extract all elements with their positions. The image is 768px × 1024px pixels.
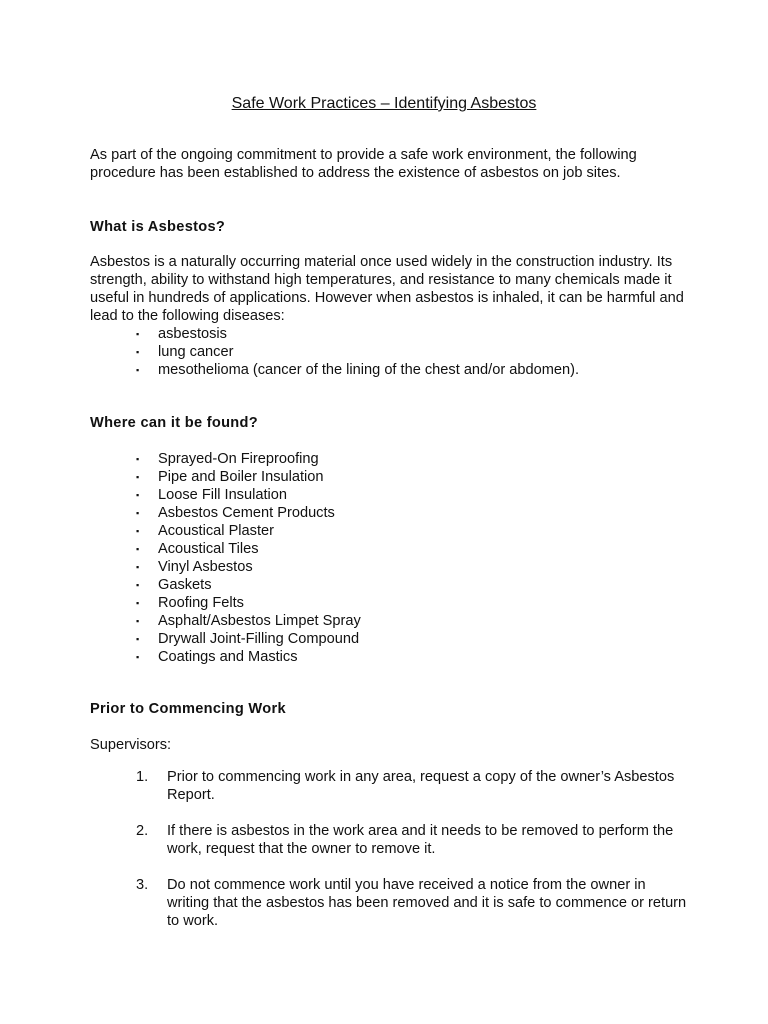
diseases-list bbox=[90, 325, 690, 379]
bullet-icon: ▪ bbox=[136, 562, 140, 572]
location-list-item bbox=[90, 648, 690, 666]
disease-list-item-text: asbestosis bbox=[158, 326, 227, 342]
step-list-item bbox=[90, 822, 687, 858]
bullet-icon: ▪ bbox=[136, 544, 140, 554]
locations-list-container bbox=[90, 450, 690, 666]
location-list-item-text: Acoustical Tiles bbox=[158, 541, 259, 557]
disease-list-item bbox=[90, 325, 690, 343]
location-list-item-text: Acoustical Plaster bbox=[158, 523, 274, 539]
asbestos-description bbox=[90, 253, 685, 325]
location-list-item-text: Gaskets bbox=[158, 577, 212, 593]
location-list-item-text: Pipe and Boiler Insulation bbox=[158, 469, 324, 485]
step-text: Prior to commencing work in any area, request a copy of the owner’s Asbestos Report. bbox=[167, 769, 675, 803]
supervisors-label: Supervisors: bbox=[90, 737, 172, 753]
bullet-icon: ▪ bbox=[136, 652, 140, 662]
location-list-item-text: Vinyl Asbestos bbox=[158, 559, 253, 575]
section-heading-prior-to-work: Prior to Commencing Work bbox=[90, 701, 286, 717]
bullet-icon: ▪ bbox=[136, 616, 140, 626]
location-list-item-text: Drywall Joint-Filling Compound bbox=[158, 631, 360, 647]
bullet-icon: ▪ bbox=[136, 598, 140, 608]
intro-paragraph bbox=[90, 146, 680, 182]
bullet-icon: ▪ bbox=[136, 454, 140, 464]
disease-list-item bbox=[90, 361, 690, 379]
location-list-item bbox=[90, 594, 690, 612]
step-list-item bbox=[90, 876, 687, 930]
location-list-item-text: Loose Fill Insulation bbox=[158, 487, 287, 503]
disease-list-item-text: lung cancer bbox=[158, 344, 234, 360]
intro-text: As part of the ongoing commitment to provide a safe work environment, the following procedure has been established to address the existence of asbestos on job sites. bbox=[90, 147, 637, 181]
diseases-list-container bbox=[90, 325, 690, 379]
location-list-item bbox=[90, 612, 690, 630]
bullet-icon: ▪ bbox=[136, 580, 140, 590]
location-list-item bbox=[90, 630, 690, 648]
disease-list-item-text: mesothelioma (cancer of the lining of the chest and/or abdomen). bbox=[158, 362, 580, 378]
bullet-icon: ▪ bbox=[136, 526, 140, 536]
bullet-icon: ▪ bbox=[136, 472, 140, 482]
location-list-item-text: Roofing Felts bbox=[158, 595, 244, 611]
location-list-item-text: Coatings and Mastics bbox=[158, 649, 298, 665]
bullet-icon: ▪ bbox=[136, 490, 140, 500]
location-list-item-text: Asphalt/Asbestos Limpet Spray bbox=[158, 613, 361, 629]
steps-list-container bbox=[90, 768, 690, 948]
step-text: If there is asbestos in the work area and it needs to be removed to perform the work, request that the owner to remove it. bbox=[167, 823, 674, 857]
location-list-item bbox=[90, 540, 690, 558]
locations-list bbox=[90, 450, 690, 666]
location-list-item bbox=[90, 522, 690, 540]
step-number: 2. bbox=[136, 823, 149, 839]
location-list-item bbox=[90, 504, 690, 522]
bullet-icon: ▪ bbox=[136, 634, 140, 644]
step-number: 1. bbox=[136, 769, 149, 785]
disease-list-item bbox=[90, 343, 690, 361]
location-list-item bbox=[90, 468, 690, 486]
location-list-item-text: Asbestos Cement Products bbox=[158, 505, 335, 521]
location-list-item bbox=[90, 450, 690, 468]
bullet-icon: ▪ bbox=[136, 329, 140, 339]
steps-list bbox=[90, 768, 690, 930]
section-heading-what-is-asbestos: What is Asbestos? bbox=[90, 219, 226, 235]
location-list-item-text: Sprayed-On Fireproofing bbox=[158, 451, 319, 467]
asbestos-description-text: Asbestos is a naturally occurring material once used widely in the construction industry. Its strength, ability to withstand high temperatures, and resistance to many chemicals made it useful in hundreds of applications. However when asbestos is inhaled, it can be harmful and lead to the following diseases: bbox=[90, 254, 684, 324]
bullet-icon: ▪ bbox=[136, 508, 140, 518]
document-title: Safe Work Practices – Identifying Asbestos bbox=[231, 95, 537, 112]
section-heading-where-found: Where can it be found? bbox=[90, 415, 258, 431]
bullet-icon: ▪ bbox=[136, 365, 140, 375]
location-list-item bbox=[90, 486, 690, 504]
location-list-item bbox=[90, 576, 690, 594]
bullet-icon: ▪ bbox=[136, 347, 140, 357]
location-list-item bbox=[90, 558, 690, 576]
step-number: 3. bbox=[136, 877, 149, 893]
step-list-item bbox=[90, 768, 687, 804]
step-text: Do not commence work until you have received a notice from the owner in writing that the asbestos has been removed and it is safe to commence or return to work. bbox=[167, 877, 687, 929]
